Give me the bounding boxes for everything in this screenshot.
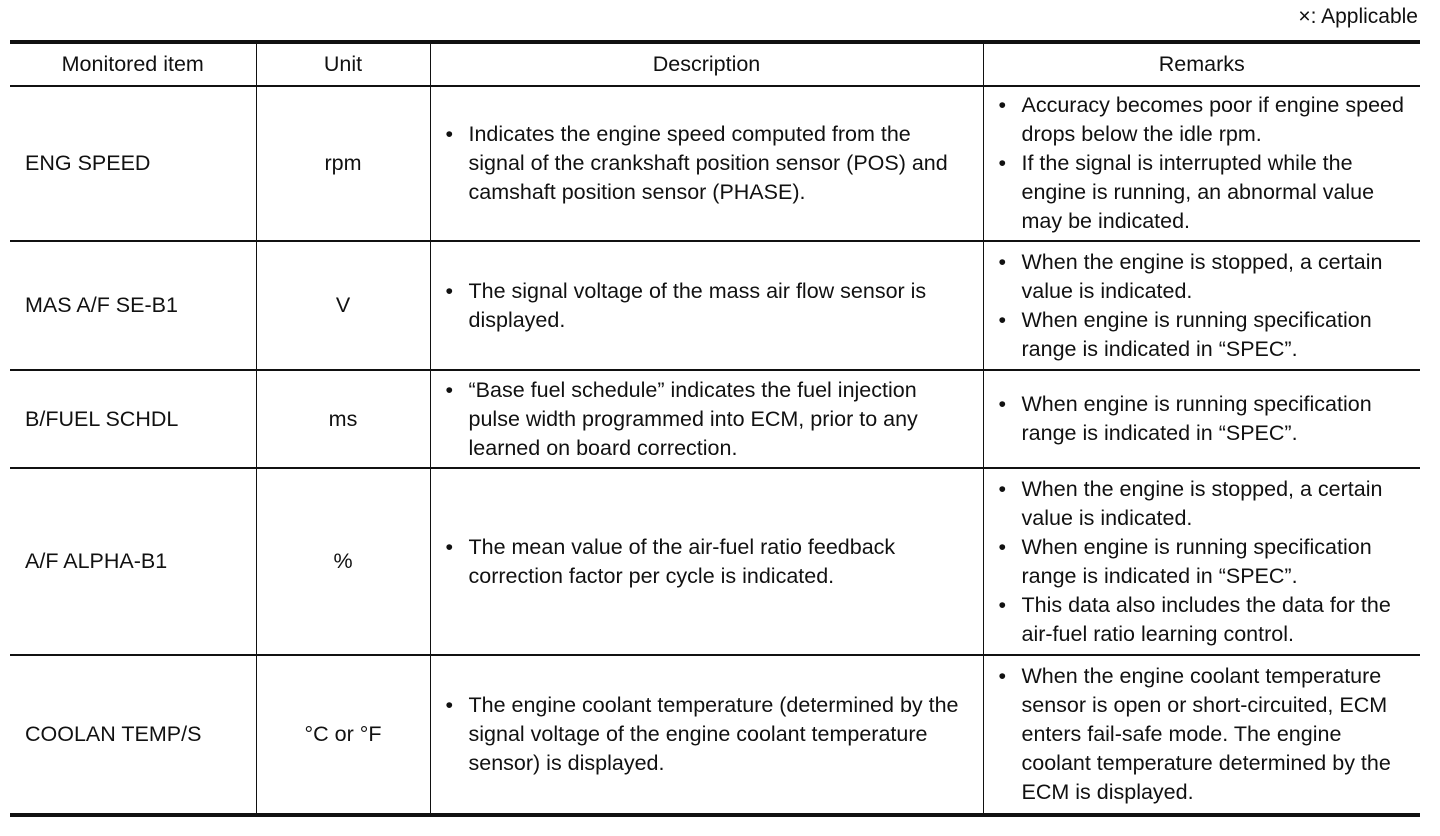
table-row: [10, 241, 1420, 370]
description-cell: [430, 86, 983, 241]
applicable-legend: ×: Applicable: [1298, 5, 1418, 28]
unit-cell: V: [256, 241, 430, 370]
monitored-item-cell: COOLAN TEMP/S: [10, 655, 256, 815]
remarks-cell: [983, 86, 1420, 241]
description-bullet: • Indicates the engine speed computed from the signal of the crankshaft position sensor (POS) and camshaft position sensor (PHASE).: [441, 120, 973, 207]
monitored-item-cell: MAS A/F SE-B1: [10, 241, 256, 370]
remarks-cell: [983, 370, 1420, 468]
description-cell: [430, 655, 983, 815]
remark-bullet: • When engine is running specification range is indicated in “SPEC”.: [994, 306, 1411, 364]
remark-bullet: • Accuracy becomes poor if engine speed drops below the idle rpm.: [994, 91, 1411, 149]
monitor-items-table: [10, 40, 1420, 817]
table-row: [10, 468, 1420, 655]
unit-cell: rpm: [256, 86, 430, 241]
description-cell: [430, 468, 983, 655]
header-unit: Unit: [256, 42, 430, 86]
remark-bullet: • This data also includes the data for the air-fuel ratio learning control.: [994, 591, 1411, 649]
unit-cell: %: [256, 468, 430, 655]
table-row: [10, 86, 1420, 241]
remarks-cell: [983, 655, 1420, 815]
header-description: Description: [430, 42, 983, 86]
remark-bullet: • When the engine is stopped, a certain value is indicated.: [994, 475, 1411, 533]
description-cell: [430, 370, 983, 468]
monitored-item-cell: ENG SPEED: [10, 86, 256, 241]
remark-bullet: • When the engine coolant temperature sensor is open or short-circuited, ECM enters fail-safe mode. The engine coolant temperature determined by the ECM is displayed.: [994, 662, 1411, 807]
description-bullet: • The signal voltage of the mass air flow sensor is displayed.: [441, 277, 973, 335]
remark-bullet: • When engine is running specification range is indicated in “SPEC”.: [994, 390, 1411, 448]
unit-cell: ms: [256, 370, 430, 468]
header-remarks: Remarks: [983, 42, 1420, 86]
monitored-item-cell: B/FUEL SCHDL: [10, 370, 256, 468]
table-header-row: [10, 42, 1420, 86]
remarks-cell: [983, 468, 1420, 655]
table-row: [10, 370, 1420, 468]
remarks-cell: [983, 241, 1420, 370]
description-bullet: • “Base fuel schedule” indicates the fuel injection pulse width programmed into ECM, prior to any learned on board correction.: [441, 376, 973, 463]
table-row: [10, 655, 1420, 815]
remark-bullet: • If the signal is interrupted while the engine is running, an abnormal value may be indicated.: [994, 149, 1411, 236]
description-cell: [430, 241, 983, 370]
monitored-item-cell: A/F ALPHA-B1: [10, 468, 256, 655]
description-bullet: • The mean value of the air-fuel ratio feedback correction factor per cycle is indicated.: [441, 533, 973, 591]
remark-bullet: • When engine is running specification range is indicated in “SPEC”.: [994, 533, 1411, 591]
description-bullet: • The engine coolant temperature (determined by the signal voltage of the engine coolant temperature sensor) is displayed.: [441, 691, 973, 778]
remark-bullet: • When the engine is stopped, a certain value is indicated.: [994, 248, 1411, 306]
header-monitored-item: Monitored item: [10, 42, 256, 86]
unit-cell: °C or °F: [256, 655, 430, 815]
